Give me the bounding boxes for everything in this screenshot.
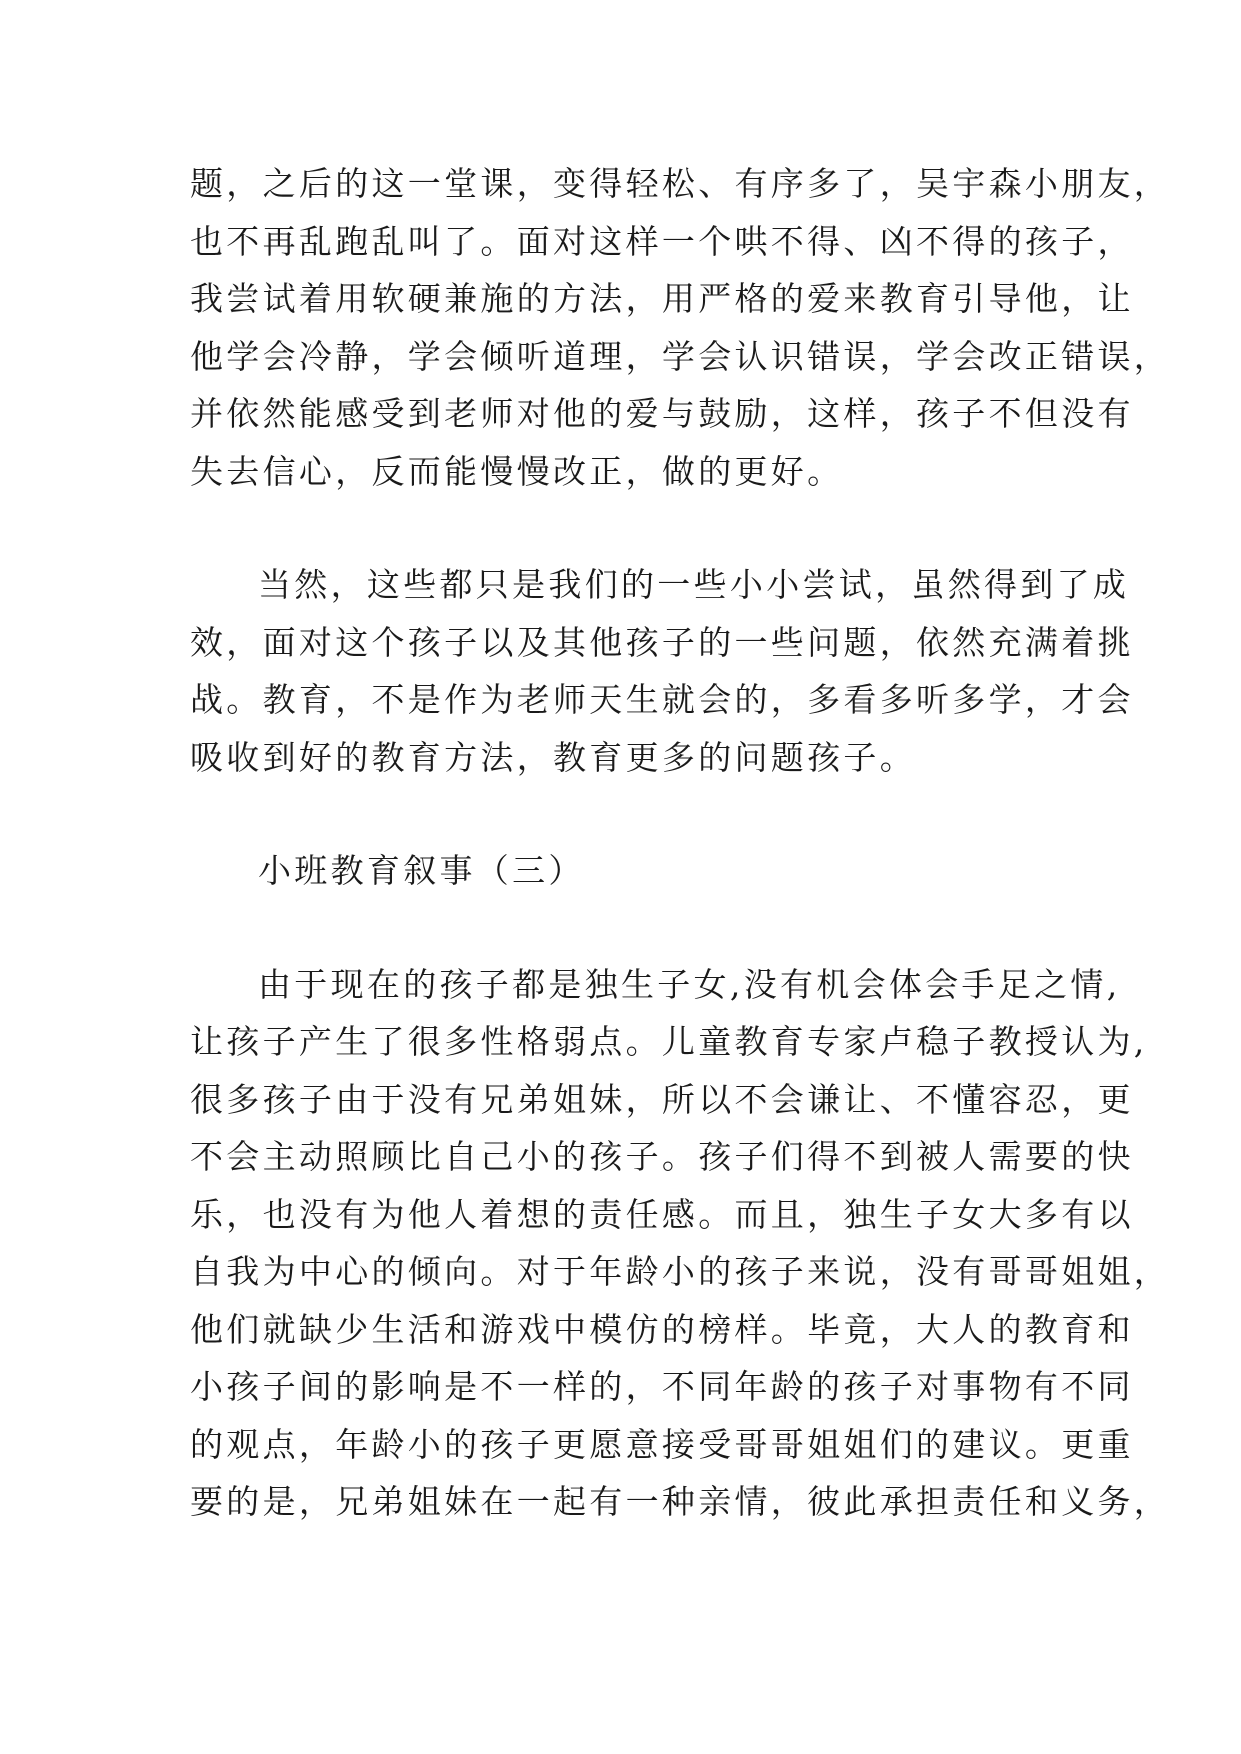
text-line: 题，之后的这一堂课，变得轻松、有序多了，吴宇森小朋友， (190, 164, 1171, 203)
paragraph-1 (190, 155, 1171, 500)
text-line: 他们就缺少生活和游戏中模仿的榜样。毕竟，大人的教育和 (190, 1309, 1134, 1349)
text-line: 也不再乱跑乱叫了。面对这样一个哄不得、凶不得的孩子， (190, 221, 1134, 261)
text-line: 乐，也没有为他人着想的责任感。而且，独生子女大多有以 (190, 1194, 1134, 1234)
document-page (190, 155, 1171, 1531)
text-line: 很多孩子由于没有兄弟姐妹，所以不会谦让、不懂容忍，更 (190, 1079, 1134, 1119)
text-line: 他学会冷静，学会倾听道理，学会认识错误，学会改正错误， (190, 336, 1171, 376)
text-line: 失去信心，反而能慢慢改正，做的更好。 (190, 451, 844, 491)
text-line: 让孩子产生了很多性格弱点。儿童教育专家卢稳子教授认为, (190, 1022, 1148, 1061)
text-line: 由于现在的孩子都是独生子女,没有机会体会手足之情, (258, 964, 1121, 1004)
text-line: 效，面对这个孩子以及其他孩子的一些问题，依然充满着挑 (190, 622, 1134, 662)
text-line: 我尝试着用软硬兼施的方法，用严格的爱来教育引导他，让 (190, 279, 1134, 318)
text-line: 战。教育，不是作为老师天生就会的，多看多听多学，才会 (190, 680, 1134, 719)
text-line: 不会主动照顾比自己小的孩子。孩子们得不到被人需要的快 (190, 1137, 1134, 1176)
text-line: 自我为中心的倾向。对于年龄小的孩子来说，没有哥哥姐姐， (190, 1252, 1171, 1291)
text-line: 吸收到好的教育方法，教育更多的问题孩子。 (190, 737, 916, 777)
section-heading: 小班教育叙事（三） (258, 851, 585, 890)
text-line: 并依然能感受到老师对他的爱与鼓励，这样，孩子不但没有 (190, 394, 1134, 433)
paragraph-spacer (190, 786, 1060, 842)
paragraph-spacer (190, 500, 1060, 556)
text-line: 小孩子间的影响是不一样的，不同年龄的孩子对事物有不同 (190, 1367, 1134, 1406)
paragraph-2 (190, 556, 1134, 786)
paragraph-spacer (190, 900, 1060, 956)
text-line: 当然，这些都只是我们的一些小小尝试，虽然得到了成 (258, 565, 1130, 604)
text-line: 的观点，年龄小的孩子更愿意接受哥哥姐姐们的建议。更重 (190, 1424, 1134, 1464)
paragraph-3 (190, 956, 1171, 1531)
text-line: 要的是，兄弟姐妹在一起有一种亲情，彼此承担责任和义务， (190, 1482, 1171, 1521)
